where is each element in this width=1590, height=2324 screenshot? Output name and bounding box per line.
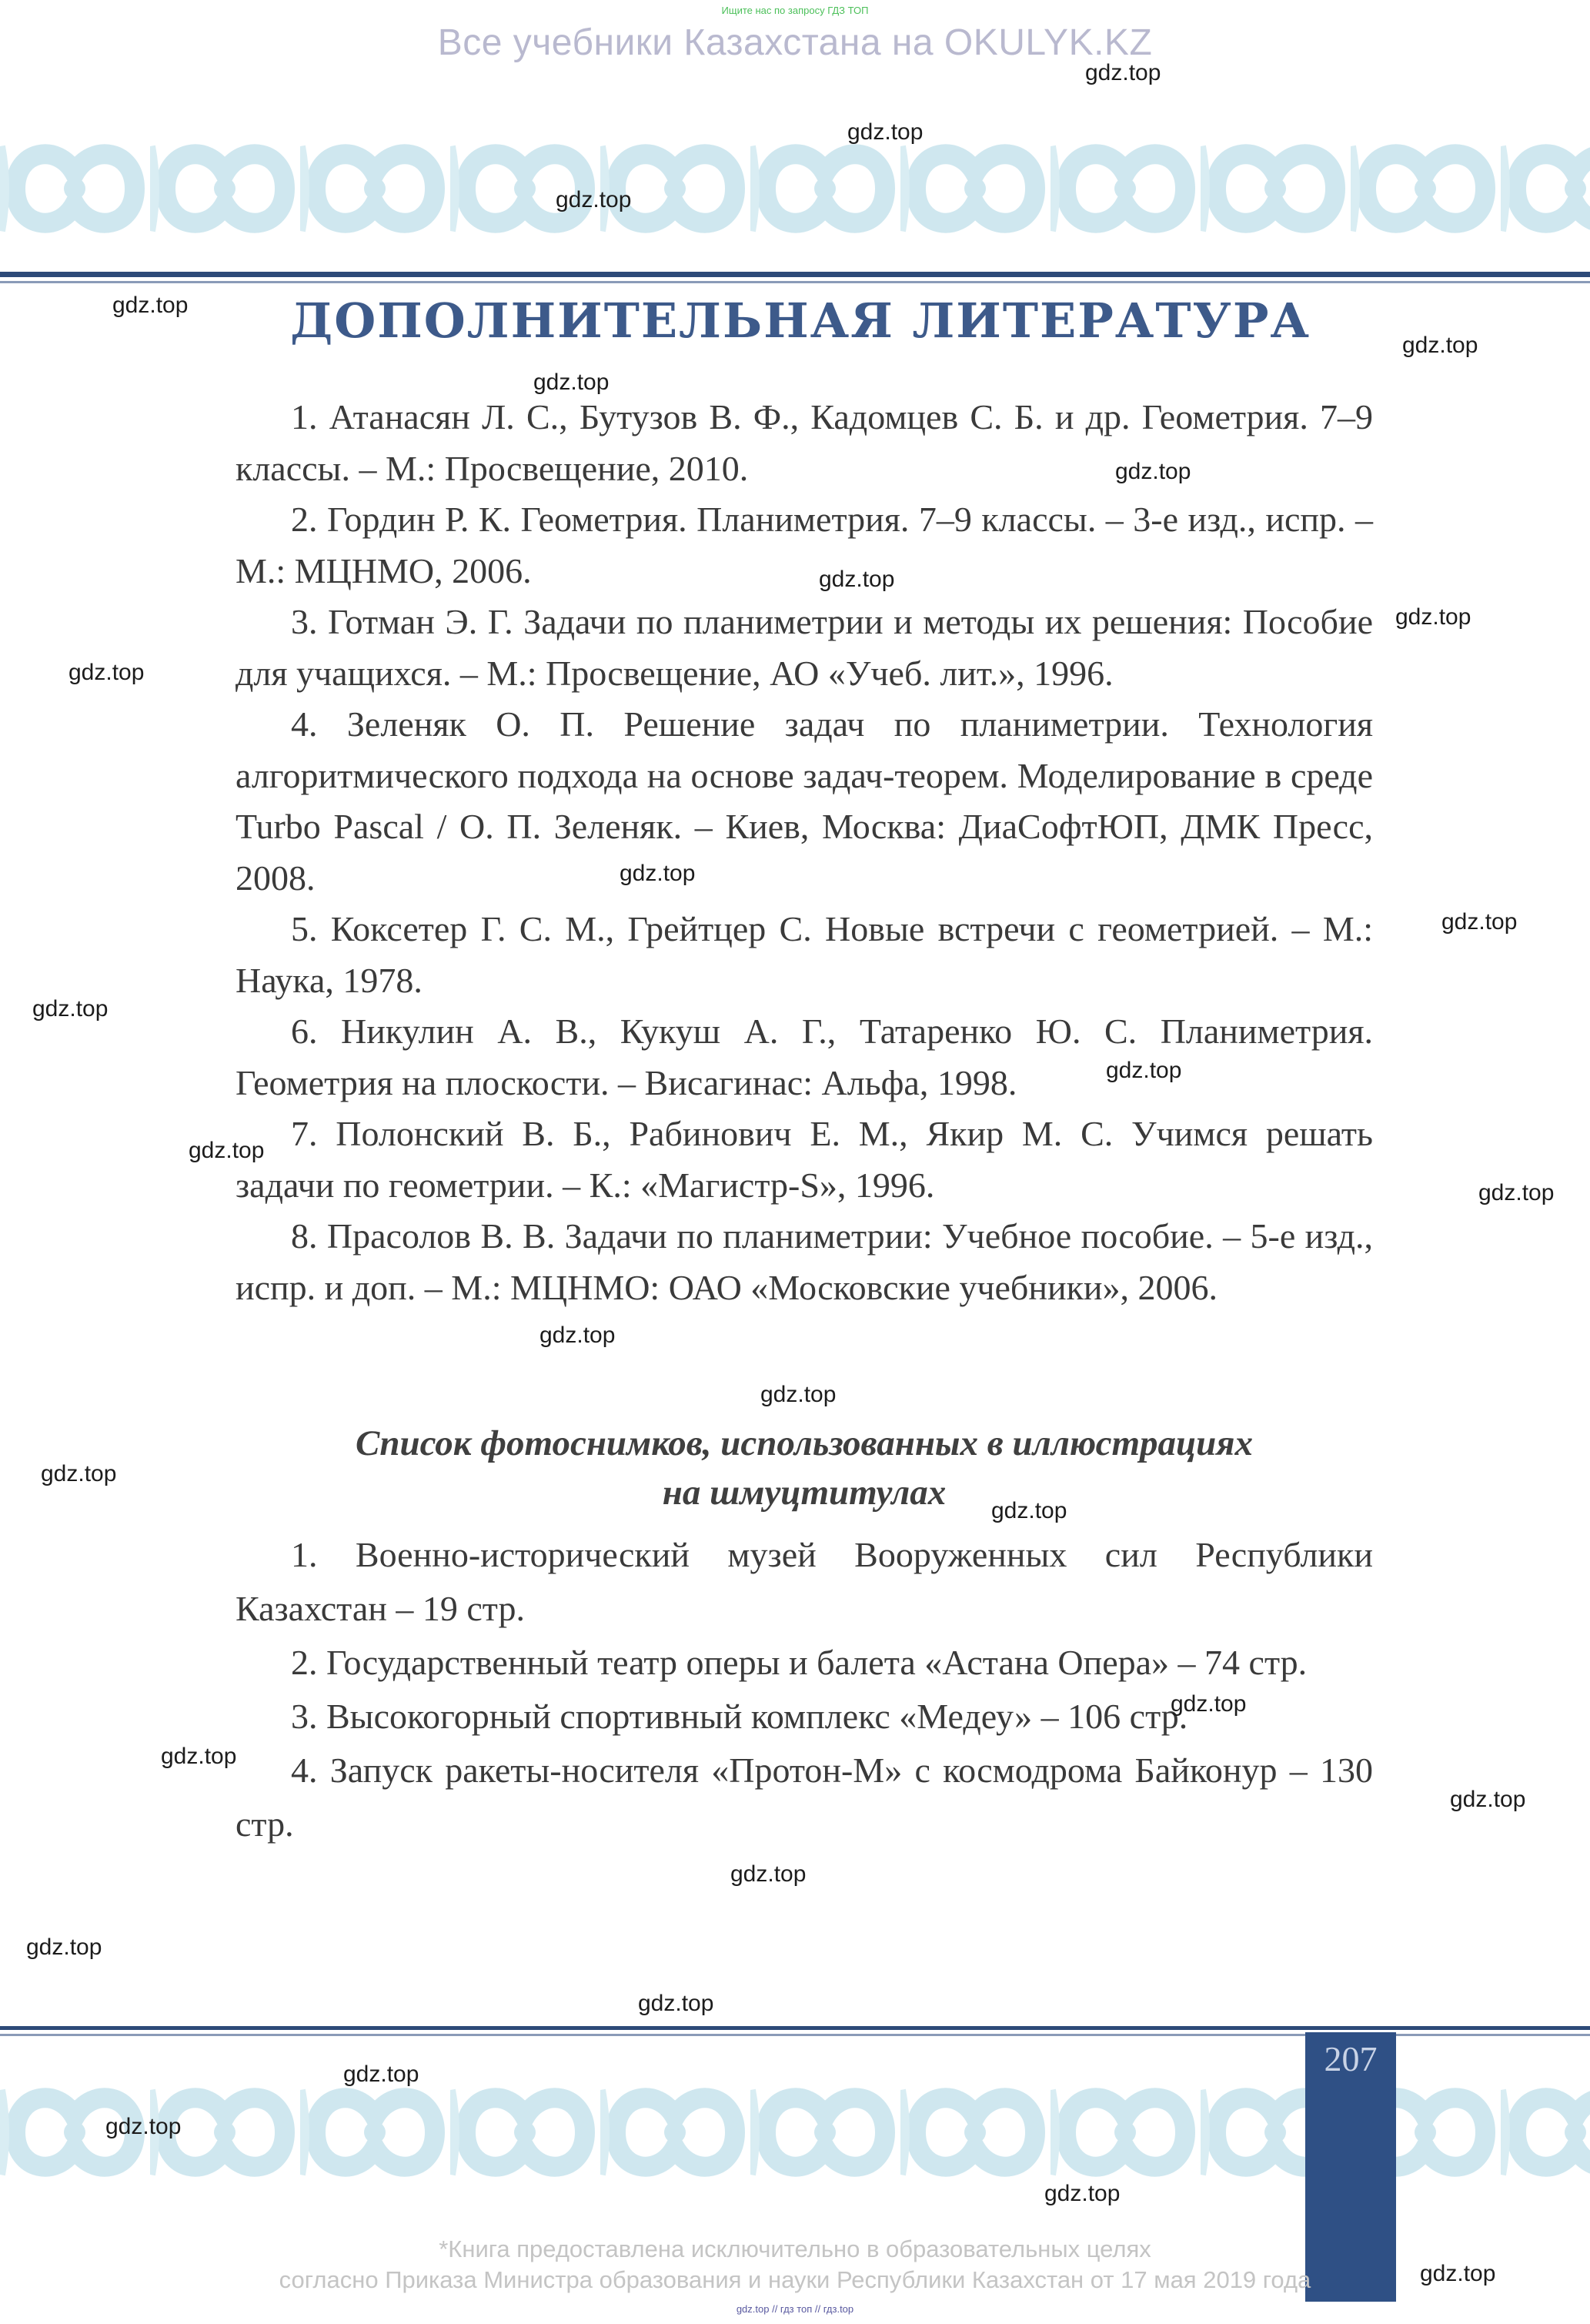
watermark: gdz.top: [1106, 1058, 1182, 1083]
watermark: gdz.top: [1044, 2181, 1121, 2206]
footer-note-line: согласно Приказа Министра образования и науки Республики Казахстан от 17 мая 2019 года: [279, 2266, 1311, 2293]
photo-item: 3. Высокогорный спортивный комплекс «Медеу» – 106 стр.: [291, 1697, 1188, 1736]
watermark: gdz.top: [991, 1498, 1067, 1523]
watermark: gdz.top: [1420, 2261, 1496, 2286]
watermark: gdz.top: [533, 369, 610, 395]
photos-heading-line: на шмуцтитулах: [662, 1473, 947, 1513]
footer-note-line: *Книга предоставлена исключительно в образовательных целях: [439, 2235, 1151, 2262]
watermark: gdz.top: [1395, 604, 1471, 630]
watermark: gdz.top: [730, 1861, 807, 1887]
literature-item: 8. Прасолов В. В. Задачи по планиметрии: Учебное пособие. – 5-е изд., испр. и доп. – М.: МЦНМО: ОАО «Московские учебники», 2006.: [235, 1216, 1373, 1307]
watermark: gdz.top: [105, 2114, 182, 2139]
footer-note: [0, 2234, 1590, 2296]
site-banner[interactable]: Все учебники Казахстана на OKULYK.KZ: [437, 22, 1153, 63]
watermark: gdz.top: [760, 1382, 837, 1407]
watermark: gdz.top: [161, 1744, 237, 1769]
literature-item: 4. Зеленяк О. П. Решение задач по планиметрии. Технология алгоритмического подхода на основе задач-теорем. Моделирование в среде Turbo Pascal / О. П. Зеленяк. – Киев, Москва: ДиаСофтЮП, ДМК Пресс, 2008.: [235, 704, 1373, 898]
watermark: gdz.top: [620, 861, 696, 886]
watermark: gdz.top: [189, 1138, 265, 1163]
watermark: gdz.top: [847, 119, 924, 145]
top-rule: [0, 272, 1590, 277]
watermark: gdz.top: [1115, 459, 1191, 484]
literature-item: 3. Готман Э. Г. Задачи по планиметрии и методы их решения: Пособие для учащихся. – М.: Просвещение, АО «Учеб. лит.», 1996.: [235, 602, 1373, 693]
watermark: gdz.top: [819, 567, 895, 592]
photos-heading: [235, 1419, 1373, 1517]
bottom-rule: [0, 2026, 1590, 2030]
watermark: gdz.top: [26, 1934, 102, 1960]
watermark: gdz.top: [1171, 1691, 1247, 1717]
watermark: gdz.top: [112, 293, 189, 318]
photos-heading-line: Список фотоснимков, использованных в иллюстрациях: [355, 1423, 1254, 1463]
literature-item: 7. Полонский В. Б., Рабинович Е. М., Якир М. С. Учимся решать задачи по геометрии. – К.: «Магистр-S», 1996.: [235, 1114, 1373, 1205]
page-title: ДОПОЛНИТЕЛЬНАЯ ЛИТЕРАТУРА: [290, 293, 1311, 349]
search-hint: Ищите нас по запросу ГДЗ ТОП: [721, 5, 869, 16]
watermark: gdz.top: [343, 2062, 419, 2087]
literature-list: [235, 392, 1373, 1313]
literature-item: 6. Никулин А. В., Кукуш А. Г., Татаренко Ю. С. Планиметрия. Геометрия на плоскости. – Висагинас: Альфа, 1998.: [235, 1012, 1373, 1102]
photo-item: 2. Государственный театр оперы и балета «Астана Опера» – 74 стр.: [291, 1643, 1308, 1682]
literature-item: 5. Коксетер Г. С. М., Грейтцер С. Новые встречи с геометрией. – М.: Наука, 1978.: [235, 909, 1373, 1000]
watermark: gdz.top: [41, 1461, 117, 1486]
watermark: gdz.top: [638, 1991, 714, 2016]
page-number: 207: [1324, 2039, 1378, 2078]
bottom-hint: gdz.top // гдз топ // гдз.top: [736, 2303, 854, 2315]
watermark: gdz.top: [1441, 909, 1518, 935]
photo-item: 4. Запуск ракеты-носителя «Протон-М» с космодрома Байконур – 130 стр.: [235, 1751, 1373, 1844]
watermark: gdz.top: [1450, 1787, 1526, 1812]
watermark: gdz.top: [68, 660, 145, 685]
literature-item: 2. Гордин Р. К. Геометрия. Планиметрия. 7–9 классы. – 3-е изд., испр. – М.: МЦНМО, 2006.: [235, 500, 1373, 590]
photo-item: 1. Военно-исторический музей Вооруженных сил Республики Казахстан – 19 стр.: [235, 1535, 1373, 1628]
watermark: gdz.top: [539, 1323, 616, 1348]
top-ornament: [0, 131, 1590, 246]
top-rule-thin: [0, 281, 1590, 283]
photos-list: [235, 1528, 1373, 1851]
watermark: gdz.top: [1402, 333, 1478, 358]
watermark: gdz.top: [1478, 1180, 1555, 1205]
literature-item: 1. Атанасян Л. С., Бутузов В. Ф., Кадомцев С. Б. и др. Геометрия. 7–9 классы. – М.: Просвещение, 2010.: [235, 397, 1373, 488]
watermark: gdz.top: [556, 187, 632, 212]
watermark: gdz.top: [1085, 60, 1161, 85]
watermark: gdz.top: [32, 996, 109, 1022]
